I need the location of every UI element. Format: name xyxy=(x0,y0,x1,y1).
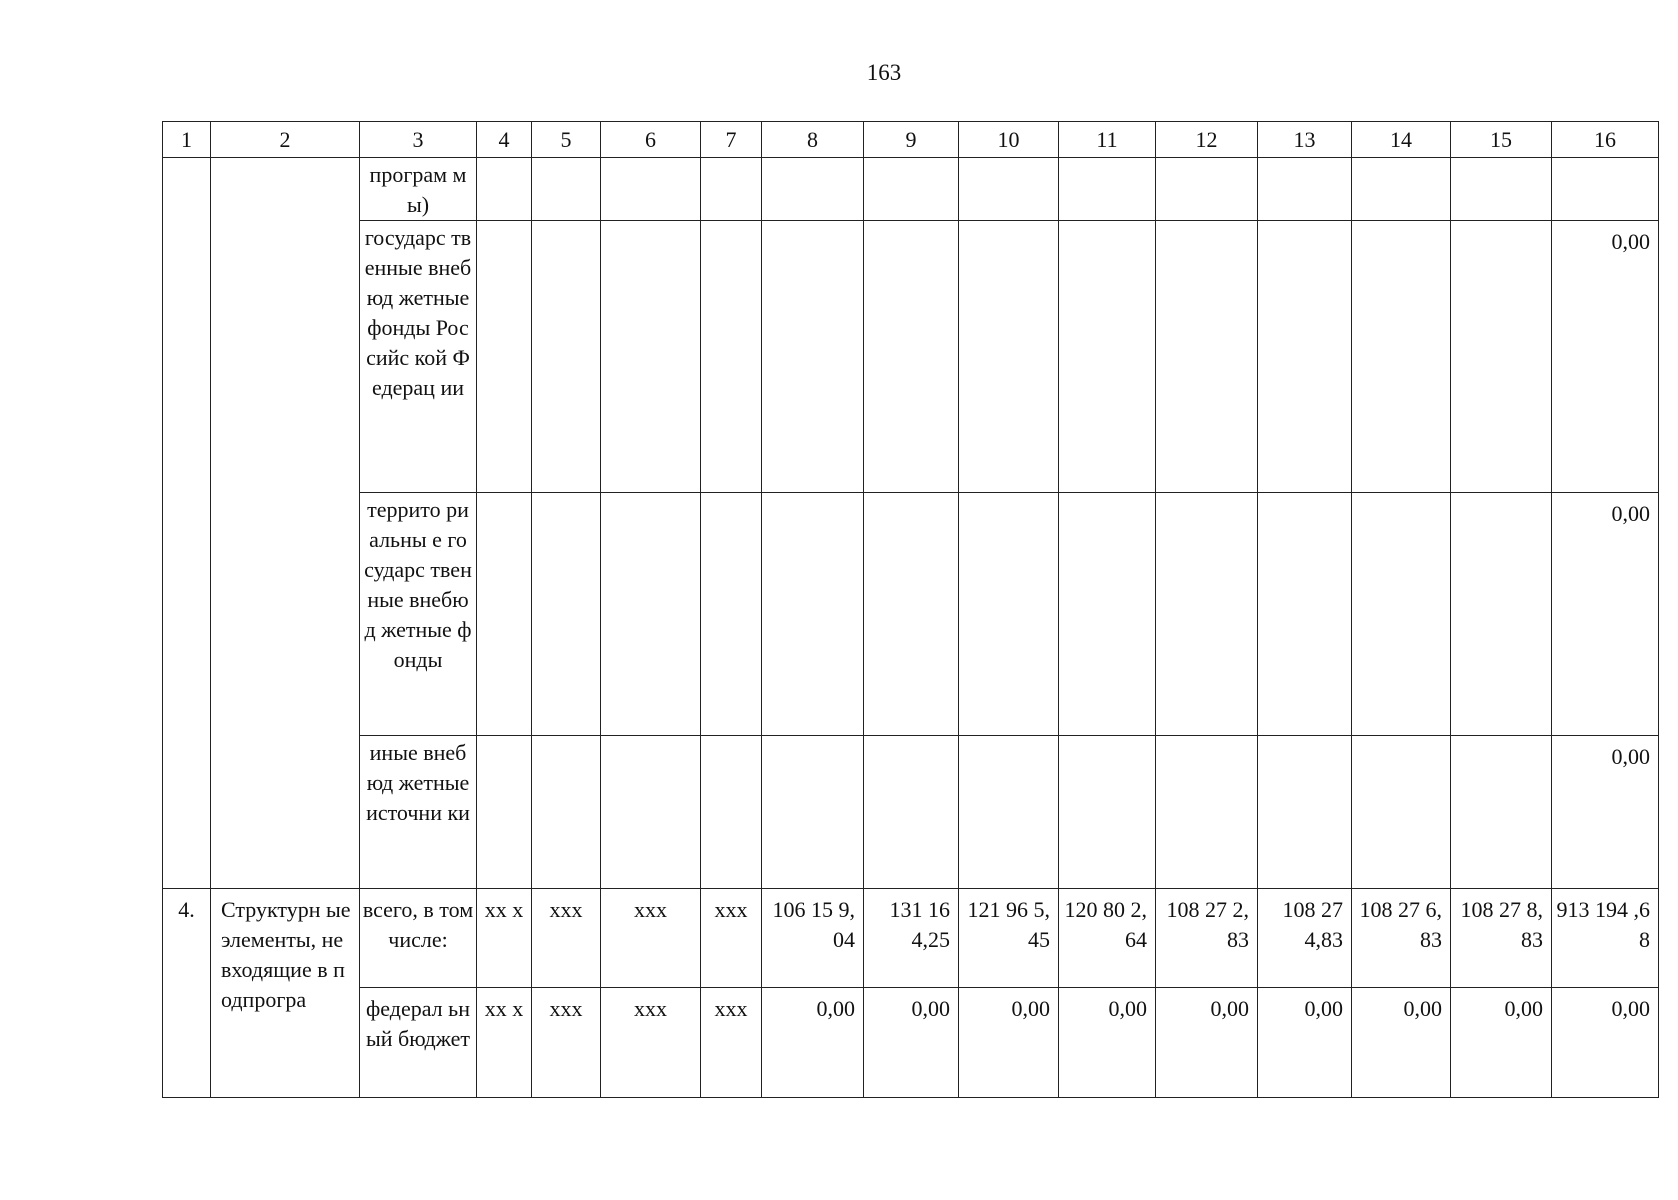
amount-cell: 121 96 5,45 xyxy=(959,889,1059,988)
amount-cell: 108 27 2,83 xyxy=(1156,889,1258,988)
funding-source-cell: всего, в том числе: xyxy=(360,889,477,988)
column-header: 2 xyxy=(211,122,360,158)
budget-table xyxy=(162,121,1659,1098)
amount-cell: 0,00 xyxy=(762,988,864,1098)
amount-cell: 0,00 xyxy=(959,988,1059,1098)
amount-cell: 0,00 xyxy=(1059,988,1156,1098)
amount-cell: 106 15 9,04 xyxy=(762,889,864,988)
cell-empty xyxy=(211,158,360,889)
code-cell: xxx xyxy=(701,889,762,988)
column-header: 9 xyxy=(864,122,959,158)
column-header: 13 xyxy=(1258,122,1352,158)
column-header: 8 xyxy=(762,122,864,158)
amount-cell: 0,00 xyxy=(1156,988,1258,1098)
code-cell: xxx xyxy=(601,988,701,1098)
funding-source-cell: програм мы) xyxy=(360,158,477,221)
total-cell: 0,00 xyxy=(1552,493,1659,736)
column-header: 4 xyxy=(477,122,532,158)
column-header: 16 xyxy=(1552,122,1659,158)
cell-empty xyxy=(163,158,211,889)
table-row xyxy=(163,889,1659,988)
code-cell: xxx xyxy=(701,988,762,1098)
code-cell: xxx xyxy=(601,889,701,988)
amount-cell: 108 27 6,83 xyxy=(1352,889,1451,988)
table-header-row xyxy=(163,122,1659,158)
total-cell: 0,00 xyxy=(1552,988,1659,1098)
column-header: 10 xyxy=(959,122,1059,158)
amount-cell: 0,00 xyxy=(1451,988,1552,1098)
funding-source-cell: террито риальны е государс твенные внебюд жетные фонды xyxy=(360,493,477,736)
table-row xyxy=(163,736,1659,889)
total-cell: 0,00 xyxy=(1552,221,1659,493)
element-name-cell: Структурн ые элементы, не входящие в подпрогра xyxy=(211,889,360,1098)
column-header: 6 xyxy=(601,122,701,158)
code-cell: xxx xyxy=(532,988,601,1098)
amount-cell: 0,00 xyxy=(1352,988,1451,1098)
table-row xyxy=(163,158,1659,221)
code-cell: xx x xyxy=(477,988,532,1098)
amount-cell: 131 16 4,25 xyxy=(864,889,959,988)
code-cell: xx x xyxy=(477,889,532,988)
amount-cell: 0,00 xyxy=(1258,988,1352,1098)
row-number: 4. xyxy=(163,889,211,1098)
column-header: 7 xyxy=(701,122,762,158)
total-cell xyxy=(1552,158,1659,221)
code-cell: xxx xyxy=(532,889,601,988)
column-header: 15 xyxy=(1451,122,1552,158)
column-header: 1 xyxy=(163,122,211,158)
table-row xyxy=(163,221,1659,493)
funding-source-cell: федерал ьный бюджет xyxy=(360,988,477,1098)
table-row xyxy=(163,493,1659,736)
funding-source-cell: государс твенные внебюд жетные фонды Российс кой Федерац ии xyxy=(360,221,477,493)
column-header: 11 xyxy=(1059,122,1156,158)
amount-cell: 0,00 xyxy=(864,988,959,1098)
column-header: 5 xyxy=(532,122,601,158)
amount-cell: 108 27 4,83 xyxy=(1258,889,1352,988)
table-row xyxy=(163,988,1659,1098)
page-number: 163 xyxy=(866,60,902,85)
column-header: 3 xyxy=(360,122,477,158)
amount-cell: 108 27 8,83 xyxy=(1451,889,1552,988)
column-header: 14 xyxy=(1352,122,1451,158)
total-cell: 913 194 ,68 xyxy=(1552,889,1659,988)
column-header: 12 xyxy=(1156,122,1258,158)
amount-cell: 120 80 2,64 xyxy=(1059,889,1156,988)
funding-source-cell: иные внебюд жетные источни ки xyxy=(360,736,477,889)
total-cell: 0,00 xyxy=(1552,736,1659,889)
